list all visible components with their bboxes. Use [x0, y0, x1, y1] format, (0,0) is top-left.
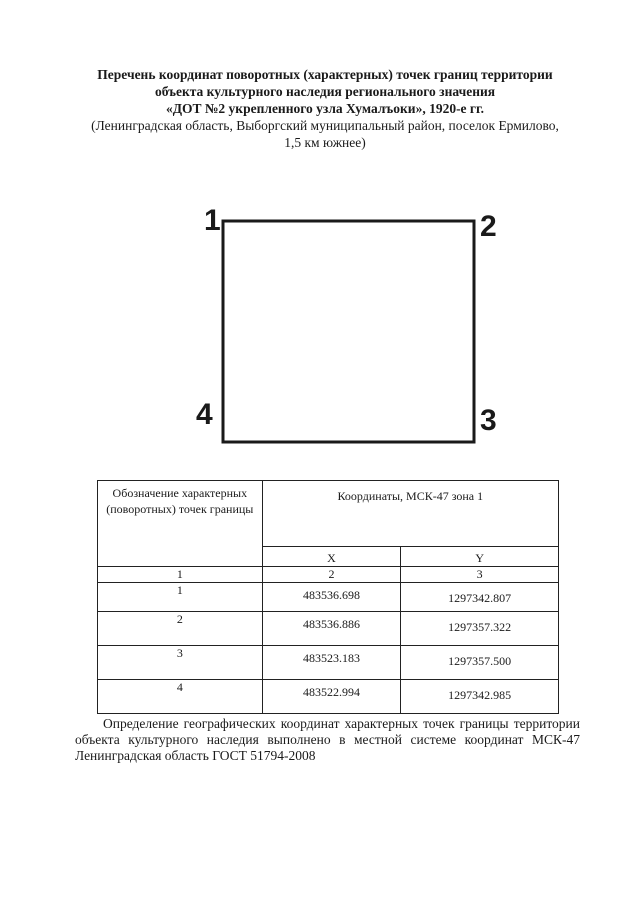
- title-line-1: Перечень координат поворотных (характерных) точек границ территории: [97, 67, 553, 82]
- header-y: Y: [401, 547, 559, 567]
- table-row: [98, 680, 559, 714]
- point-label-2: 2: [480, 210, 497, 243]
- boundary-diagram: [180, 200, 520, 460]
- point-cell: 3: [98, 646, 263, 680]
- y-cell: 1297357.322: [401, 612, 559, 646]
- boundary-square: [180, 200, 520, 460]
- numbering-cell: 1: [98, 567, 263, 583]
- x-cell: 483523.183: [262, 646, 401, 680]
- table-row: [98, 583, 559, 612]
- point-cell: 2: [98, 612, 263, 646]
- point-label-4: 4: [196, 398, 213, 431]
- document-header: [60, 66, 590, 151]
- numbering-cell: 3: [401, 567, 559, 583]
- y-cell: 1297357.500: [401, 646, 559, 680]
- numbering-cell: 2: [262, 567, 401, 583]
- table-row: [98, 612, 559, 646]
- title-line-3: «ДОТ №2 укрепленного узла Хумалъоки», 1920-е гг.: [165, 101, 485, 116]
- header-x: X: [262, 547, 401, 567]
- y-cell: 1297342.807: [401, 583, 559, 612]
- point-cell: 1: [98, 583, 263, 612]
- title-line-2: объекта культурного наследия регионального значения: [154, 84, 496, 99]
- point-cell: 4: [98, 680, 263, 714]
- point-label-1: 1: [204, 204, 221, 237]
- x-cell: 483536.886: [262, 612, 401, 646]
- location-line-2: 1,5 км южнее): [284, 135, 366, 150]
- table-row: [98, 646, 559, 680]
- coordinates-table: [97, 480, 559, 714]
- location-line-1: (Ленинградская область, Выборгский муниципальный район, поселок Ермилово,: [91, 118, 559, 133]
- y-cell: 1297342.985: [401, 680, 559, 714]
- numbering-row: [98, 567, 559, 583]
- x-cell: 483536.698: [262, 583, 401, 612]
- footer-text: Определение географических координат характерных точек границы территории объекта культурного наследия выполнено в местной системе координат МСК-47 Ленинградская область ГОСТ 51794-2008: [75, 716, 580, 763]
- header-point-designation: Обозначение характерных (поворотных) точек границы: [98, 481, 263, 567]
- point-label-3: 3: [480, 404, 497, 437]
- header-coordinates: Координаты, МСК-47 зона 1: [262, 481, 558, 547]
- footer-note: [75, 716, 580, 764]
- x-cell: 483522.994: [262, 680, 401, 714]
